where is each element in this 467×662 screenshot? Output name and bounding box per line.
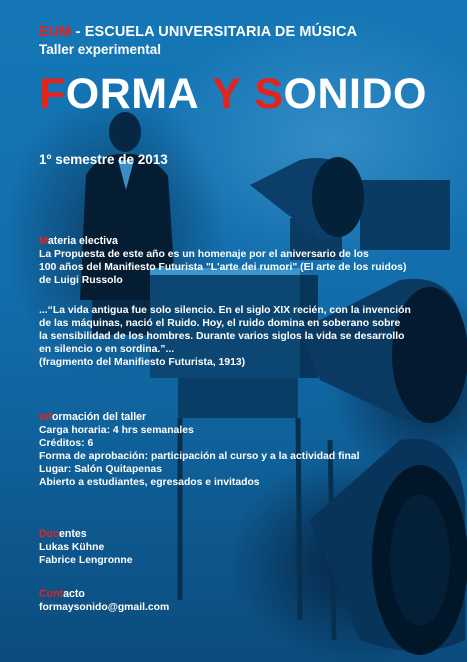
title-word-sonido: ONIDO [283,70,427,118]
docentes-heading-rest: entes [59,528,87,540]
contact-email[interactable]: formaysonido@gmail.com [39,602,170,613]
contacto-section [39,588,455,614]
info-heading [39,411,455,424]
title-initial-f: F [39,70,66,118]
info-section [39,411,455,489]
org-name [39,24,455,41]
contacto-heading-accent: Cont [39,588,64,600]
org-name-rest: - ESCUELA UNIVERSITARIA DE MÚSICA [71,24,358,40]
quote-line: ...“La vida antigua fue solo silencio. En el siglo XIX recién, con la invención [39,305,411,316]
info-line: Carga horaria: 4 hrs semanales [39,425,194,436]
info-heading-accent: Inf [39,411,52,423]
docente-name: Lukas Kühne [39,542,105,553]
org-abbr: EUM [39,24,72,40]
contacto-heading [39,588,455,601]
title-word-y: Y [212,70,242,118]
quote-line: de las máquinas, nació el Ruido. Hoy, el ruido domina en soberano sobre [39,318,401,329]
materia-heading-rest: ateria electiva [47,235,118,247]
materia-heading [39,235,455,248]
info-line: Lugar: Salón Quitapenas [39,464,162,475]
quote-section [39,304,455,369]
quote-source: (fragmento del Manifiesto Futurista, 1913) [39,357,246,368]
title-word-forma: ORMA [65,70,200,118]
docentes-section [39,528,455,567]
materia-line: de Luigi Russolo [39,275,123,286]
docentes-heading [39,528,455,541]
materia-line: La Propuesta de este año es un homenaje por el aniversario de los [39,249,369,260]
docente-name: Fabrice Lengronne [39,555,133,566]
poster-title [39,70,455,118]
workshop-label: Taller experimental [39,42,162,57]
materia-section [39,235,455,287]
quote-line: la sensibilidad de los hombres. Durante varios siglos la vida se desarrollo [39,331,405,342]
materia-heading-accent: M [39,235,48,247]
quote-line: en silencio o en sordina.”... [39,344,175,355]
contacto-heading-rest: acto [63,588,85,600]
info-heading-rest: ormación del taller [51,411,147,423]
info-line: Abierto a estudiantes, egresados e invitados [39,477,260,488]
materia-line: 100 años del Manifiesto Futurista "L'arte dei rumori" (El arte de los ruidos) [39,262,407,273]
semester-label: 1º semestre de 2013 [39,152,168,167]
docentes-heading-accent: Doc [39,528,60,540]
title-initial-s: S [254,70,284,118]
info-line: Créditos: 6 [39,438,94,449]
info-line: Forma de aprobación: participación al curso y a la actividad final [39,451,360,462]
